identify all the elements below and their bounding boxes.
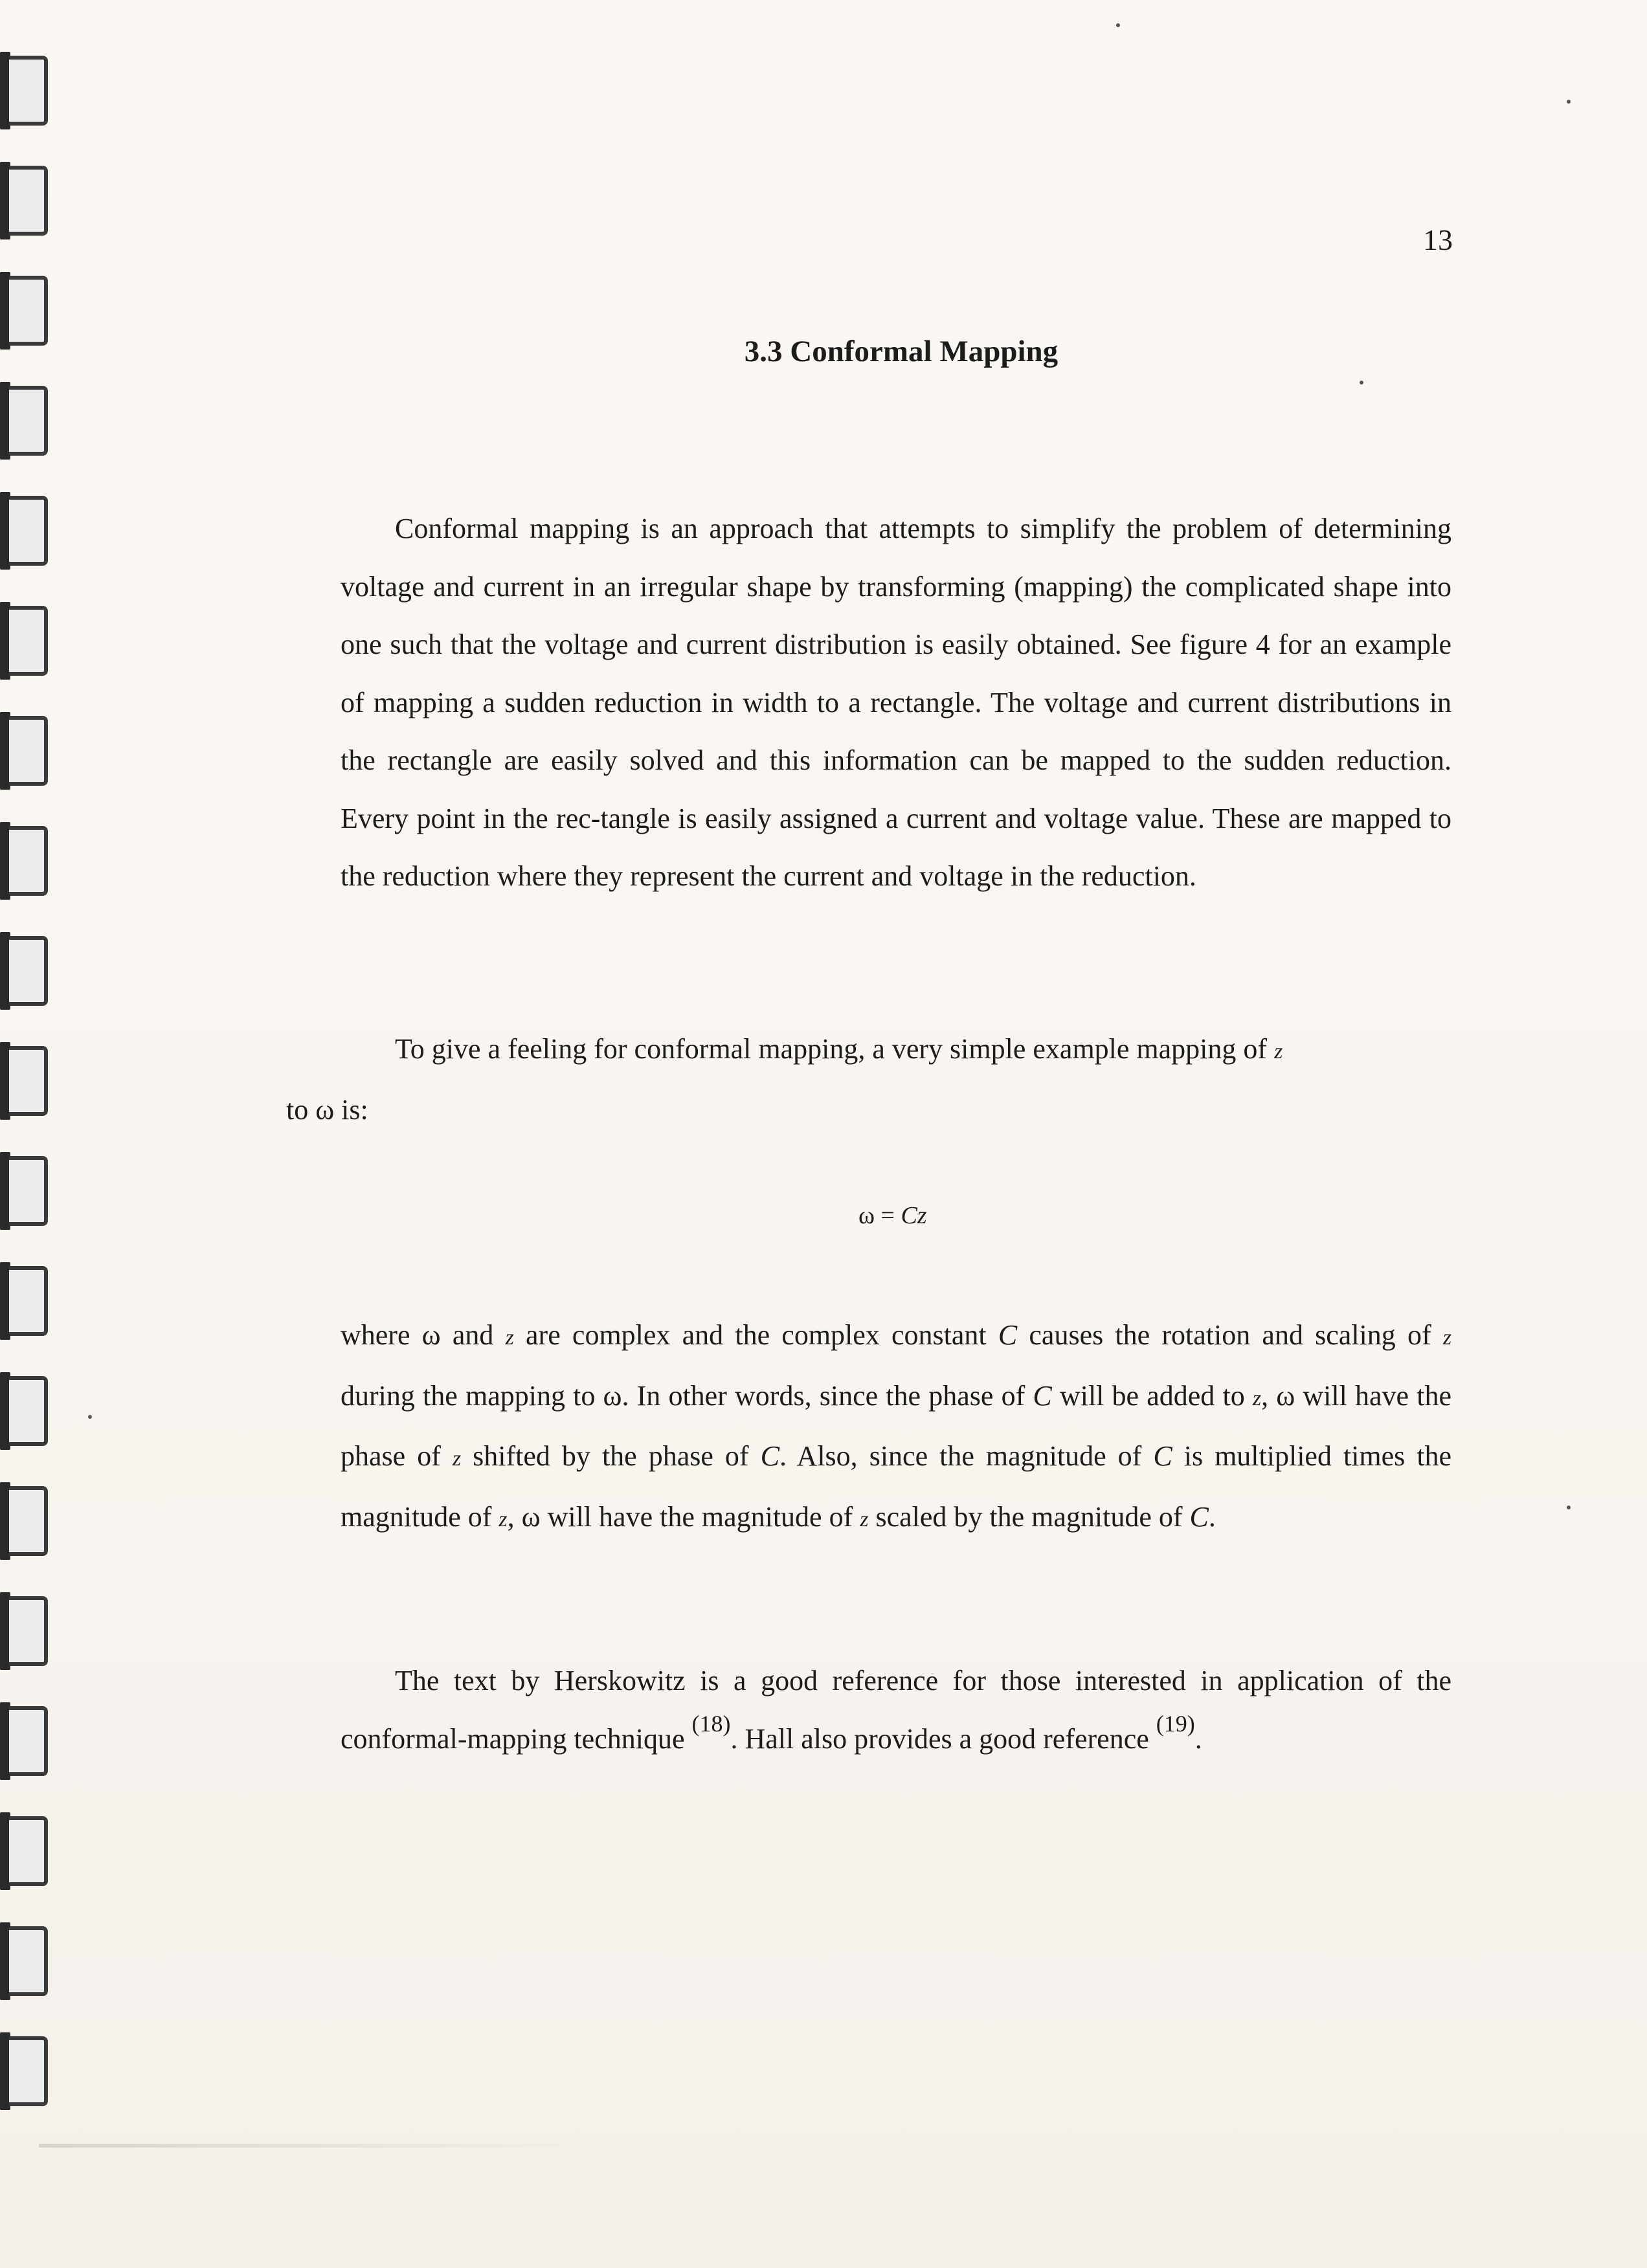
speck — [1360, 381, 1363, 384]
variable-z: z — [1442, 1326, 1452, 1350]
text: To give a feeling for conformal mapping, a very simple example mapping of — [395, 1033, 1268, 1065]
text: . — [1194, 1722, 1202, 1755]
text: The text by Herskowitz is a good reference for those interested in application of the conformal-mapping technique — [341, 1665, 1451, 1755]
variable-z: z — [1252, 1386, 1262, 1410]
binding-ring — [0, 1702, 50, 1780]
text: causes the rotation and scaling of — [1029, 1319, 1431, 1351]
binding-ring — [0, 1922, 50, 2000]
binding-ring — [0, 932, 50, 1010]
binding-ring — [0, 1262, 50, 1340]
page-bottom-edge — [39, 2144, 622, 2148]
binding-ring — [0, 1042, 50, 1120]
variable-c: C — [998, 1319, 1018, 1351]
citation-19: (19) — [1156, 1710, 1195, 1737]
text: scaled by the magnitude of — [875, 1500, 1183, 1533]
equation — [858, 1201, 927, 1230]
citation-18: (18) — [691, 1710, 731, 1737]
binding-ring — [0, 1372, 50, 1450]
binding-ring — [0, 492, 50, 570]
page-number: 13 — [1423, 223, 1453, 256]
text: , ω will have the phase of — [341, 1379, 1451, 1472]
binding-ring — [0, 2032, 50, 2110]
binding-ring — [0, 822, 50, 900]
binding-ring — [0, 1592, 50, 1670]
text: shifted by the phase of — [473, 1440, 749, 1472]
text: where ω and — [341, 1319, 494, 1351]
binding-ring — [0, 52, 50, 129]
text: . — [1208, 1500, 1216, 1533]
text: during the mapping to ω. In other words, since the phase of — [341, 1379, 1025, 1412]
paragraph-intro: Conformal mapping is an approach that attempts to simplify the problem of determining voltage and current in an irregular shape by transforming (mapping) the complicated shape into one such that the voltage and current distribution is easily obtained. See figure 4 for an example of mapping a sudden reduction in width to a rectangle. The voltage and current distributions in the rectangle are easily solved and this information can be mapped to the sudden reduction. Every point in the rec-tangle is easily assigned a current and voltage value. These are mapped to the reduction where they represent the current and voltage in the reduction. — [341, 513, 1451, 892]
text: are complex and the complex constant — [526, 1319, 987, 1351]
text: . Hall also provides a good reference — [730, 1722, 1149, 1755]
text: is multiplied times the magnitude of — [341, 1440, 1452, 1533]
text: . Also, since the magnitude of — [779, 1440, 1142, 1472]
speck — [1116, 23, 1120, 27]
bleed-through-text — [388, 447, 396, 480]
variable-c: C — [1189, 1500, 1209, 1533]
binding-ring — [0, 382, 50, 460]
variable-c: C — [1033, 1379, 1052, 1412]
speck — [1567, 100, 1571, 104]
variable-c: C — [760, 1440, 779, 1472]
variable-z: z — [505, 1326, 514, 1350]
text: , ω will have the magnitude of — [507, 1500, 853, 1533]
binding-ring — [0, 602, 50, 680]
paragraph-example — [286, 1020, 1451, 1139]
speck — [88, 1415, 92, 1419]
binding-ring — [0, 1812, 50, 1890]
section-heading: 3.3 Conformal Mapping — [744, 335, 1059, 368]
paragraph-references — [341, 1652, 1451, 1770]
speck — [1567, 1506, 1571, 1509]
variable-z: z — [499, 1507, 508, 1531]
equation-lhs: ω = — [858, 1202, 901, 1229]
variable-z: z — [1274, 1040, 1283, 1063]
text: will be added to — [1059, 1379, 1245, 1412]
binding-ring — [0, 712, 50, 790]
text: to ω is: — [286, 1093, 368, 1126]
binding-ring — [0, 162, 50, 239]
variable-z: z — [452, 1447, 462, 1471]
spiral-binding — [0, 0, 60, 2155]
equation-rhs: Cz — [901, 1202, 927, 1229]
binding-ring — [0, 1152, 50, 1230]
binding-ring — [0, 1482, 50, 1560]
variable-c: C — [1153, 1440, 1172, 1472]
paragraph-explanation — [341, 1306, 1451, 1548]
variable-z: z — [860, 1507, 869, 1531]
